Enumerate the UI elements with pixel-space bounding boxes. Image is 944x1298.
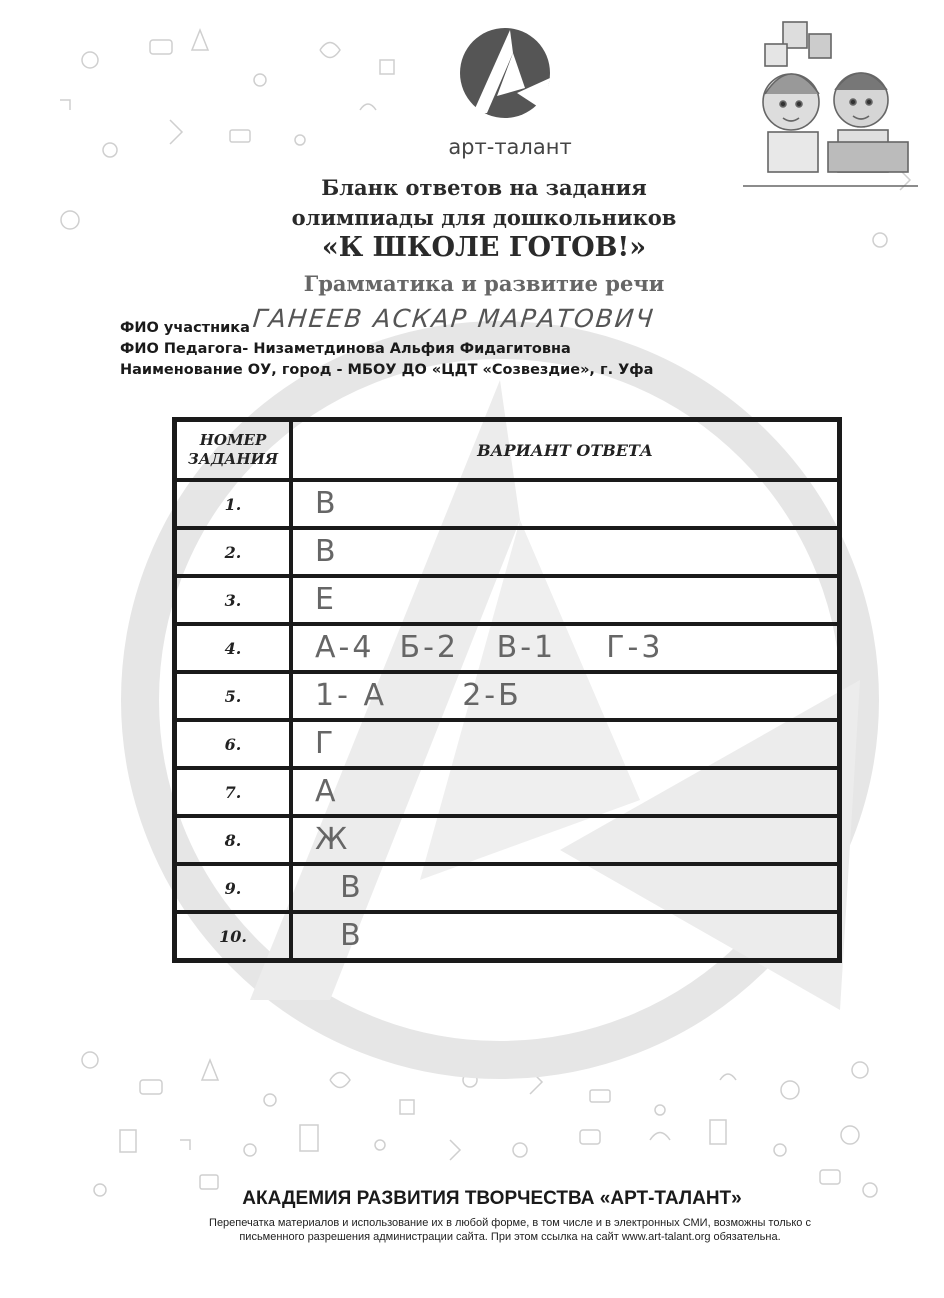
task-number: 5.	[175, 672, 291, 720]
participant-label: ФИО участника	[120, 320, 250, 336]
organization-line: Наименование ОУ, город - МБОУ ДО «ЦДТ «Созвездие», г. Уфа	[120, 362, 654, 378]
task-number: 2.	[175, 528, 291, 576]
task-number: 8.	[175, 816, 291, 864]
teacher-line: ФИО Педагога- Низаметдинова Альфия Фидагитовна	[120, 341, 571, 357]
table-row	[175, 912, 839, 960]
copyright-note-line1: Перепечатка материалов и использование их в любой форме, в том числе и в электронных СМИ, возможны только с	[209, 1217, 811, 1229]
table-row	[175, 720, 839, 768]
table-row	[175, 576, 839, 624]
table-row	[175, 624, 839, 672]
task-number: 3.	[175, 576, 291, 624]
task-number: 7.	[175, 768, 291, 816]
sheet-title-line1: Бланк ответов на задания	[321, 175, 647, 200]
table-row	[175, 480, 839, 528]
subject-subtitle: Грамматика и развитие речи	[303, 271, 665, 296]
answer-cell: Е	[291, 576, 839, 624]
children-reading-illustration	[743, 14, 918, 189]
answer-cell: А-4 Б-2 В-1 Г-3	[291, 624, 839, 672]
sheet-title-line2: олимпиады для дошкольников	[291, 205, 677, 230]
participant-name-handwritten: ГАНЕЕВ АСКАР МАРАТОВИЧ	[251, 304, 657, 333]
answer-cell: Г	[291, 720, 839, 768]
task-number: 4.	[175, 624, 291, 672]
column-header-answer: ВАРИАНТ ОТВЕТА	[291, 420, 839, 480]
column-header-number-line2: ЗАДАНИЯ	[187, 450, 279, 468]
task-number: 9.	[175, 864, 291, 912]
table-row	[175, 672, 839, 720]
answers-table	[172, 417, 842, 963]
academy-footer-title: АКАДЕМИЯ РАЗВИТИЯ ТВОРЧЕСТВА «АРТ-ТАЛАНТ»	[242, 1188, 742, 1209]
answer-cell: В	[291, 864, 839, 912]
copyright-note	[130, 1216, 890, 1244]
art-talant-logo-icon	[455, 18, 555, 128]
answer-cell: В	[291, 912, 839, 960]
table-row	[175, 528, 839, 576]
answer-cell: 1- А 2-Б	[291, 672, 839, 720]
answer-cell: В	[291, 480, 839, 528]
column-header-number	[175, 420, 291, 480]
table-row	[175, 768, 839, 816]
table-row	[175, 864, 839, 912]
answer-cell: А	[291, 768, 839, 816]
olympiad-name: «К ШКОЛЕ ГОТОВ!»	[321, 232, 647, 263]
table-row	[175, 816, 839, 864]
copyright-note-line2: письменного разрешения администрации сайта. При этом ссылка на сайт www.art-talant.org обязательна.	[239, 1231, 781, 1243]
task-number: 6.	[175, 720, 291, 768]
answer-cell: Ж	[291, 816, 839, 864]
table-header-row	[175, 420, 839, 480]
task-number: 1.	[175, 480, 291, 528]
column-header-number-line1: НОМЕР	[199, 431, 267, 449]
answer-cell: В	[291, 528, 839, 576]
logo-text: арт-талант	[448, 135, 572, 159]
task-number: 10.	[175, 912, 291, 960]
